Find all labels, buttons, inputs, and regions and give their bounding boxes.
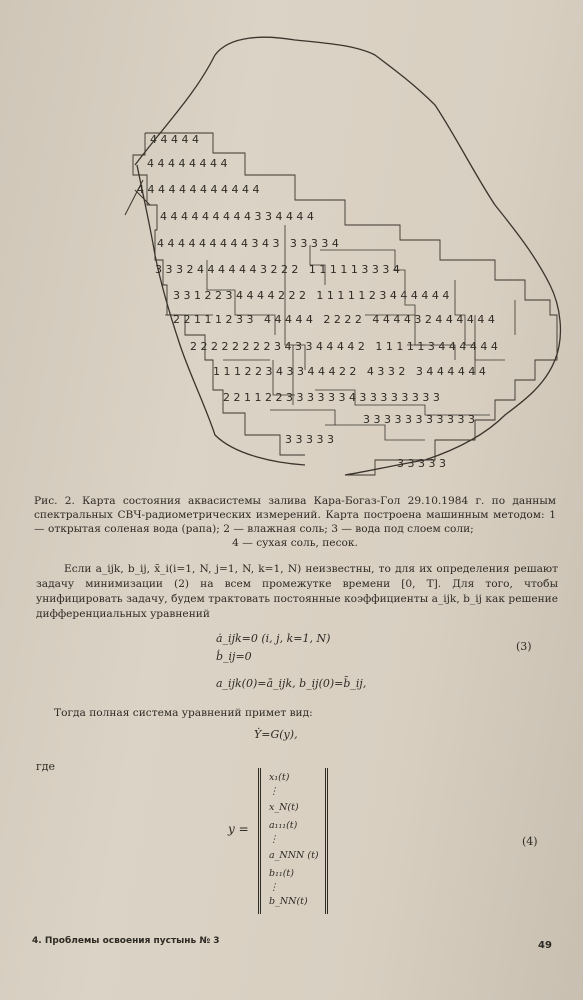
vector-item: a_NNN (t) xyxy=(269,850,319,861)
map-row-10: 1 1 1 2 2 3 4 3 3 4 4 4 2 2 4 3 3 2 3 4 4 4 4 4 4 xyxy=(213,365,486,378)
equation-3-line-3: a_ijk(0)=ā_ijk, b_ij(0)=b̄_ij, xyxy=(216,677,367,690)
map-row-1: 4 4 4 4 4 xyxy=(150,133,199,146)
map-row-7: 3 3 1 2 2 3 4 4 4 4 2 2 2 1 1 1 1 1 2 3 4 4 4 4 4 4 xyxy=(173,289,450,302)
equation-3-number: (3) xyxy=(516,640,532,653)
zone-boundaries xyxy=(165,225,515,440)
footer-signature: 4. Проблемы освоения пустынь № 3 xyxy=(32,936,220,946)
paragraph-2: Тогда полная система уравнений примет вид: xyxy=(54,707,313,719)
where-word: где xyxy=(36,760,56,773)
map-row-13: 3 3 3 3 3 xyxy=(285,433,334,446)
vector-item: b₁₁(t) xyxy=(269,868,294,879)
vector-item: x_N(t) xyxy=(269,802,299,813)
vector-item: ⋮ xyxy=(269,834,279,845)
map-row-2: 4 4 4 4 4 4 4 4 xyxy=(147,157,228,170)
vector-item: ⋮ xyxy=(269,786,279,797)
kara-bogaz-gol-map xyxy=(95,15,575,490)
vector-item: b_NN(t) xyxy=(269,896,308,907)
map-row-6: 3 3 3 2 4 4 4 4 4 4 3 2 2 2 1 1 1 1 1 3 3 3 4 xyxy=(155,263,400,276)
equation-4-number: (4) xyxy=(522,835,538,848)
vector-item: x₁(t) xyxy=(269,772,290,783)
vector-label: y = xyxy=(228,822,249,836)
vector-item: ⋮ xyxy=(269,882,279,893)
map-cell-values xyxy=(137,133,498,470)
equation-3-line-1: ȧ_ijk=0 (i, j, k=1, N) xyxy=(216,632,331,645)
vector-y xyxy=(258,768,328,914)
map-row-3: 4 4 4 4 4 4 4 4 4 4 4 4 xyxy=(137,183,260,196)
vector-item: a₁₁₁(t) xyxy=(269,820,298,831)
caption-line-3: 1 — открытая соленая вода (рапа); 2 — влажная соль; 3 — вода под слоем соли; xyxy=(34,509,556,535)
map-row-8: 2 2 1 1 1 2 3 3 4 4 4 4 4 2 2 2 2 4 4 4 4 3 2 4 4 4 4 4 4 xyxy=(173,313,495,326)
map-row-4: 4 4 4 4 4 4 4 4 4 3 3 4 4 4 4 xyxy=(160,210,314,223)
map-row-9: 2 2 2 2 2 2 2 2 3 4 3 3 4 4 4 4 2 1 1 1 1 1 3 4 4 4 4 4 4 xyxy=(190,340,498,353)
equation-system: Ẏ=G(y), xyxy=(254,728,298,741)
paragraph-1: Если a_ijk, b_ij, x̄_i(i=1, N, j=1, N, k=1, N) неизвестны, то для их определения решают задачу минимизации (2) на всем промежутке времени [0, T]. Для того, чтобы унифицировать задачу, будем трактовать постоянные коэффициенты a_ijk, b_ij как решение дифференциальных уравнений xyxy=(36,563,558,620)
page-number: 49 xyxy=(538,940,552,951)
figure-caption xyxy=(34,494,556,550)
caption-line-1: Рис. 2. Карта состояния аквасистемы залива Кара-Богаз-Гол 29.10.1984 г. по данным xyxy=(34,495,556,507)
map-row-12: 3 3 3 3 3 3 3 3 3 3 3 xyxy=(363,413,475,426)
map-row-11: 2 2 1 1 2 2 3 3 3 3 3 3 4 3 3 3 3 3 3 3 3 xyxy=(223,391,440,404)
coastline-east xyxy=(135,37,560,475)
equation-3-line-2: ḃ_ij=0 xyxy=(216,650,252,663)
map-row-14: 3 3 3 3 3 xyxy=(397,457,446,470)
caption-line-2: спектральных СВЧ-радиометрических измерений. Карта построена машинным методом: xyxy=(34,509,545,521)
map-row-5: 4 4 4 4 4 4 4 4 4 3 4 3 3 3 3 3 4 xyxy=(157,237,339,250)
caption-line-4: 4 — сухая соль, песок. xyxy=(232,537,358,549)
